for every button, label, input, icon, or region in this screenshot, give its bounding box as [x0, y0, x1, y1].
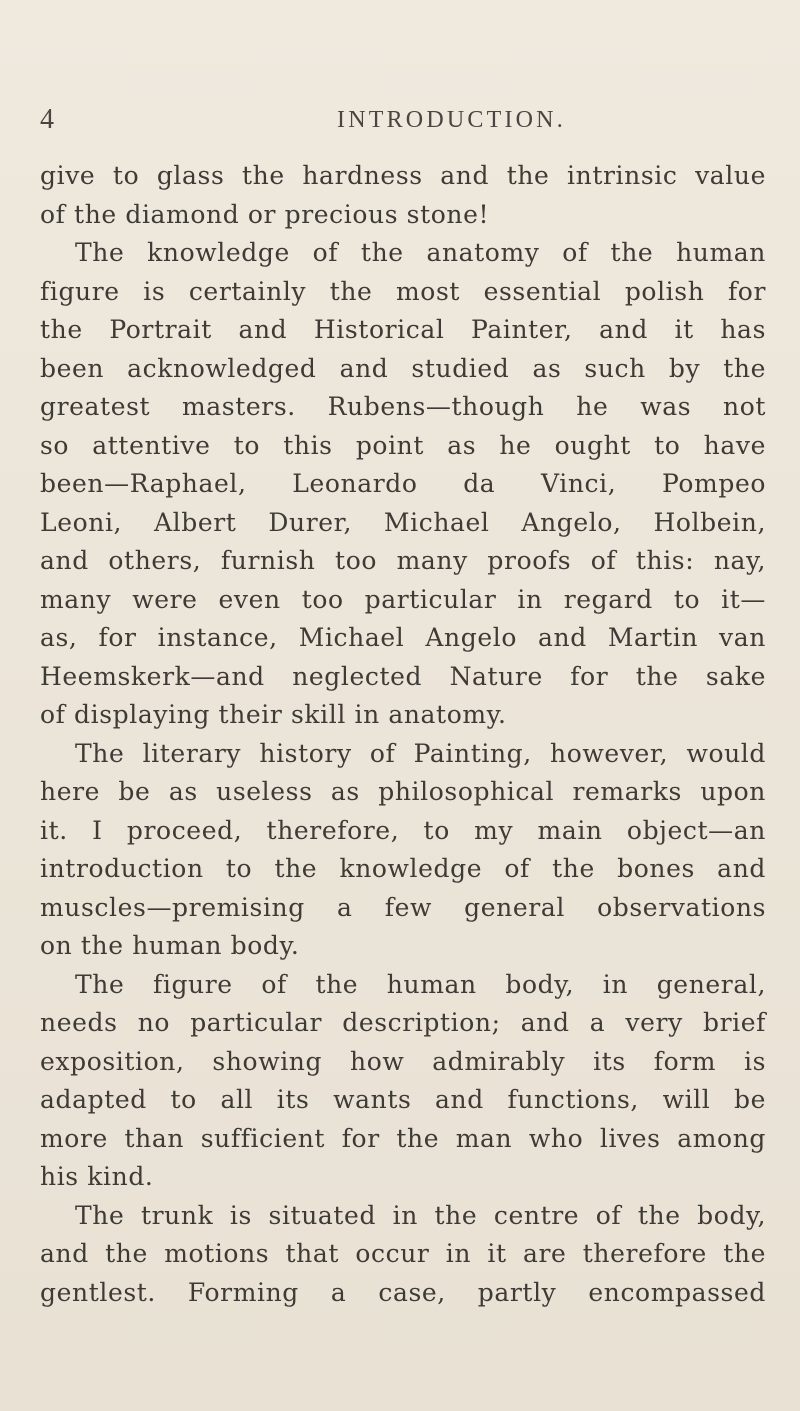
text-line: adapted to all its wants and functions, will be — [40, 1085, 766, 1114]
text-line: his kind. — [40, 1162, 154, 1191]
text-line: on the human body. — [40, 931, 300, 960]
text-line: Heemskerk—and neglected Nature for the sake — [40, 661, 766, 691]
text-line: as, for instance, Michael Angelo and Martin van — [40, 623, 766, 652]
body-text — [40, 157, 766, 1312]
text-line: The literary history of Painting, however, would — [75, 738, 766, 768]
text-line: introduction to the knowledge of the bones and — [40, 854, 766, 883]
text-line: The trunk is situated in the centre of the body, — [75, 1200, 766, 1230]
text-line: so attentive to this point as he ought to have — [40, 430, 766, 460]
text-line: figure is certainly the most essential polish for — [40, 276, 766, 306]
text-line: The knowledge of the anatomy of the human — [75, 238, 766, 267]
text-line: needs no particular description; and a very brief — [40, 1008, 766, 1037]
text-line: been—Raphael, Leonardo da Vinci, Pompeo — [40, 469, 766, 498]
text-line: The figure of the human body, in general, — [75, 969, 766, 999]
text-line: more than sufficient for the man who lives among — [40, 1123, 766, 1153]
text-line: and the motions that occur in it are therefore the — [40, 1239, 766, 1268]
page-header — [0, 104, 800, 144]
text-line: many were even too particular in regard to it— — [40, 584, 766, 614]
page-number: 4 — [40, 104, 54, 135]
text-line: of the diamond or precious stone! — [40, 199, 490, 229]
text-line: been acknowledged and studied as such by the — [40, 353, 766, 383]
text-line: muscles—premising a few general observations — [40, 892, 766, 922]
text-line: and others, furnish too many proofs of this: nay, — [40, 546, 766, 575]
text-line: gentlest. Forming a case, partly encompassed — [40, 1277, 766, 1307]
text-line: give to glass the hardness and the intrinsic value — [40, 161, 766, 190]
text-line: greatest masters. Rubens—though he was not — [40, 392, 766, 421]
text-line: exposition, showing how admirably its form is — [40, 1046, 766, 1076]
text-line: of displaying their skill in anatomy. — [40, 700, 507, 729]
text-line: Leoni, Albert Durer, Michael Angelo, Holbein, — [40, 507, 766, 537]
text-line: the Portrait and Historical Painter, and it has — [40, 315, 766, 344]
text-line: it. I proceed, therefore, to my main object—an — [40, 815, 766, 845]
text-line: here be as useless as philosophical remarks upon — [40, 777, 766, 806]
running-head: INTRODUCTION. — [337, 107, 566, 133]
